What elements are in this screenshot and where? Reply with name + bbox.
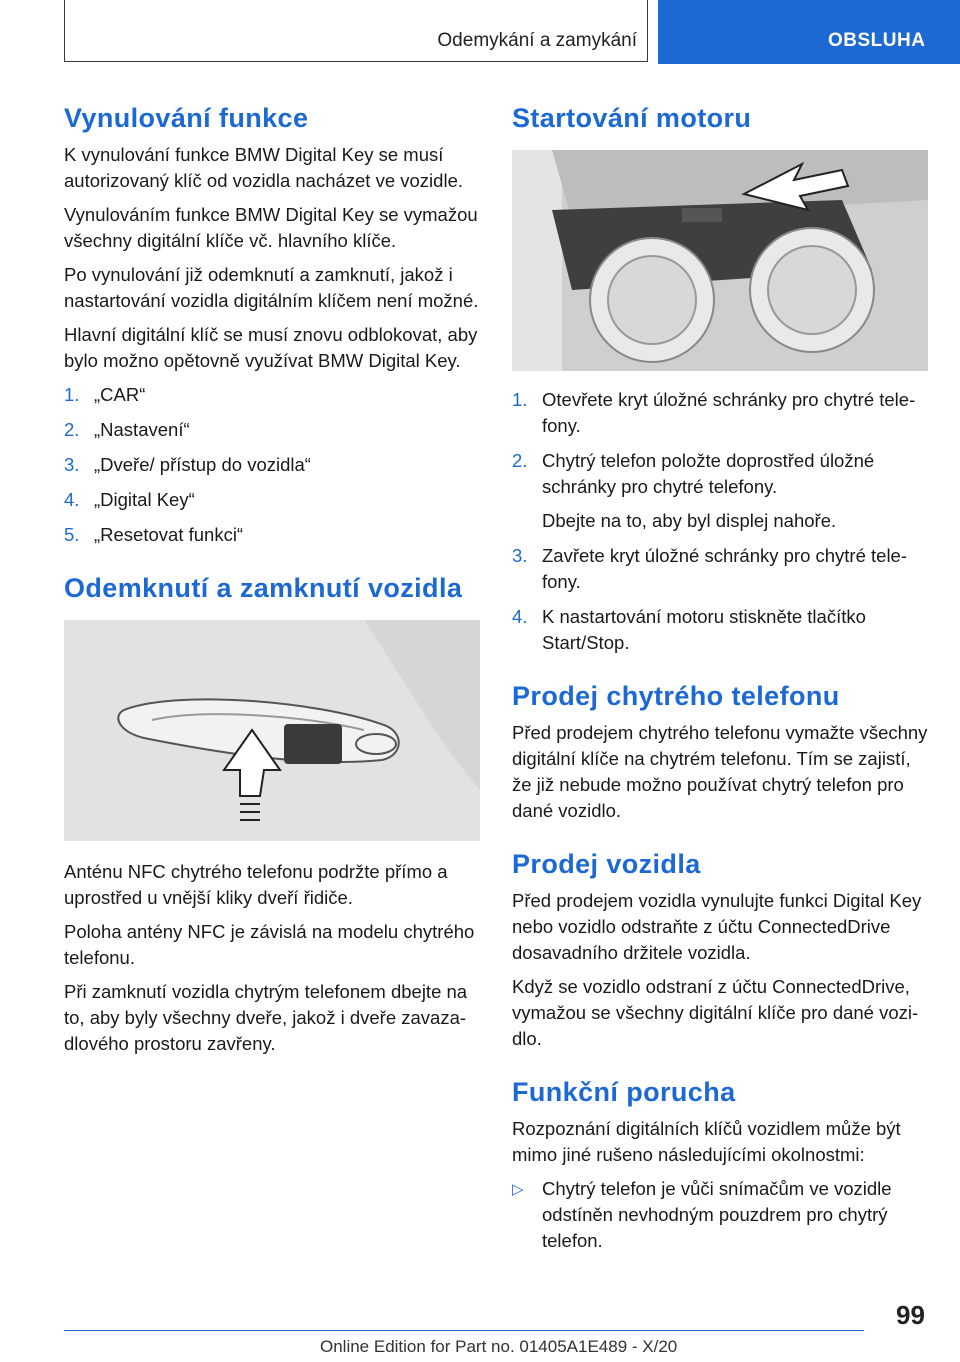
list-item: 4. „Digital Key“ — [64, 489, 195, 510]
list-item: 2. Chytrý telefon položte doprostřed úložné schránky pro chytré telefony. Dbejte na to, aby byl displej nahoře. — [512, 448, 928, 534]
heading-malfunction: Funkční porucha — [512, 1077, 736, 1107]
triangle-bullet-icon: ▷ — [512, 1181, 524, 1198]
footer-edition: Online Edition for Part no. 01405A1E489 - X/20 — [320, 1337, 678, 1356]
section-sell-car — [512, 846, 928, 1052]
list-item: 3. „Dveře/ přístup do vozidla“ — [64, 454, 311, 475]
section-tab[interactable]: OBSLUHA — [658, 0, 960, 64]
footer-divider — [64, 1330, 864, 1331]
paragraph: Před prodejem chytrého telefonu vymažte všechny digitální klíče na chytrém telefonu. Tím se zajistí, že již nebude možno používat chytrý telefon pro dané vozidlo. — [512, 722, 928, 821]
section-reset — [64, 100, 480, 548]
phone-tray-illustration — [512, 150, 928, 371]
start-steps-list — [512, 387, 928, 656]
section-unlock — [64, 570, 480, 1057]
reset-steps-list — [64, 382, 480, 548]
malfunction-bullets — [512, 1176, 928, 1254]
header-frame — [64, 0, 648, 62]
page-number: 99 — [896, 1300, 925, 1330]
section-sell-phone — [512, 678, 928, 824]
paragraph: Hlavní digitální klíč se musí znovu odblokovat, aby bylo možno opětovně využívat BMW Digital Key. — [64, 324, 478, 371]
heading-sell-car: Prodej vozidla — [512, 849, 701, 879]
right-column — [512, 100, 928, 1276]
list-item: 5. „Resetovat funkci“ — [64, 524, 244, 545]
section-malfunction — [512, 1074, 928, 1254]
paragraph: Při zamknutí vozidla chytrým telefonem dbejte na to, aby byly všechny dveře, jakož i dveře zavazadlového prostoru zavřeny. — [64, 981, 468, 1054]
running-header-title: Odemykání a zamykání — [437, 30, 637, 51]
list-item: 1. „CAR“ — [64, 384, 146, 405]
heading-sell-phone: Prodej chytrého telefonu — [512, 681, 840, 711]
paragraph: Po vynulování již odemknutí a zamknutí, jakož i nastartování vozidla digitálním klíčem není možné. — [64, 264, 479, 311]
paragraph: K vynulování funkce BMW Digital Key se musí autorizovaný klíč od vozidla nacházet ve vozidle. — [64, 144, 463, 191]
paragraph: Když se vozidlo odstraní z účtu ConnectedDrive, vymažou se všechny digitální klíče pro dané vozidlo. — [512, 976, 919, 1049]
list-item: 3. Zavřete kryt úložné schránky pro chytré telefony. — [512, 545, 908, 592]
list-item: 2. „Nastavení“ — [64, 419, 190, 440]
section-start — [512, 100, 928, 656]
list-item: ▷ Chytrý telefon je vůči snímačům ve vozidle odstíněn nevhodným pouzdrem pro chytrý telefon. — [512, 1178, 892, 1251]
paragraph: Poloha antény NFC je závislá na modelu chytrého telefonu. — [64, 921, 475, 968]
paragraph: Anténu NFC chytrého telefonu podržte přímo a uprostřed u vnější kliky dveří řidiče. — [64, 861, 448, 908]
heading-unlock: Odemknutí a zamknutí vozidla — [64, 573, 463, 603]
door-handle-illustration — [64, 620, 480, 841]
left-column — [64, 100, 480, 1079]
paragraph: Vynulováním funkce BMW Digital Key se vymažou všechny digitální klíče vč. hlavního klíče. — [64, 204, 478, 251]
paragraph: Rozpoznání digitálních klíčů vozidlem může být mimo jiné rušeno následujícími okolnostmi: — [512, 1118, 901, 1165]
list-item: 1. Otevřete kryt úložné schránky pro chytré telefony. — [512, 389, 916, 436]
step-note: Dbejte na to, aby byl displej nahoře. — [542, 510, 837, 531]
heading-start: Startování motoru — [512, 103, 752, 133]
heading-reset: Vynulování funkce — [64, 103, 309, 133]
paragraph: Před prodejem vozidla vynulujte funkci Digital Key nebo vozidlo odstraňte z účtu ConnectedDrive dosavadního držitele vozidla. — [512, 890, 922, 963]
list-item: 4. K nastartování motoru stiskněte tlačítko Start/Stop. — [512, 606, 866, 653]
